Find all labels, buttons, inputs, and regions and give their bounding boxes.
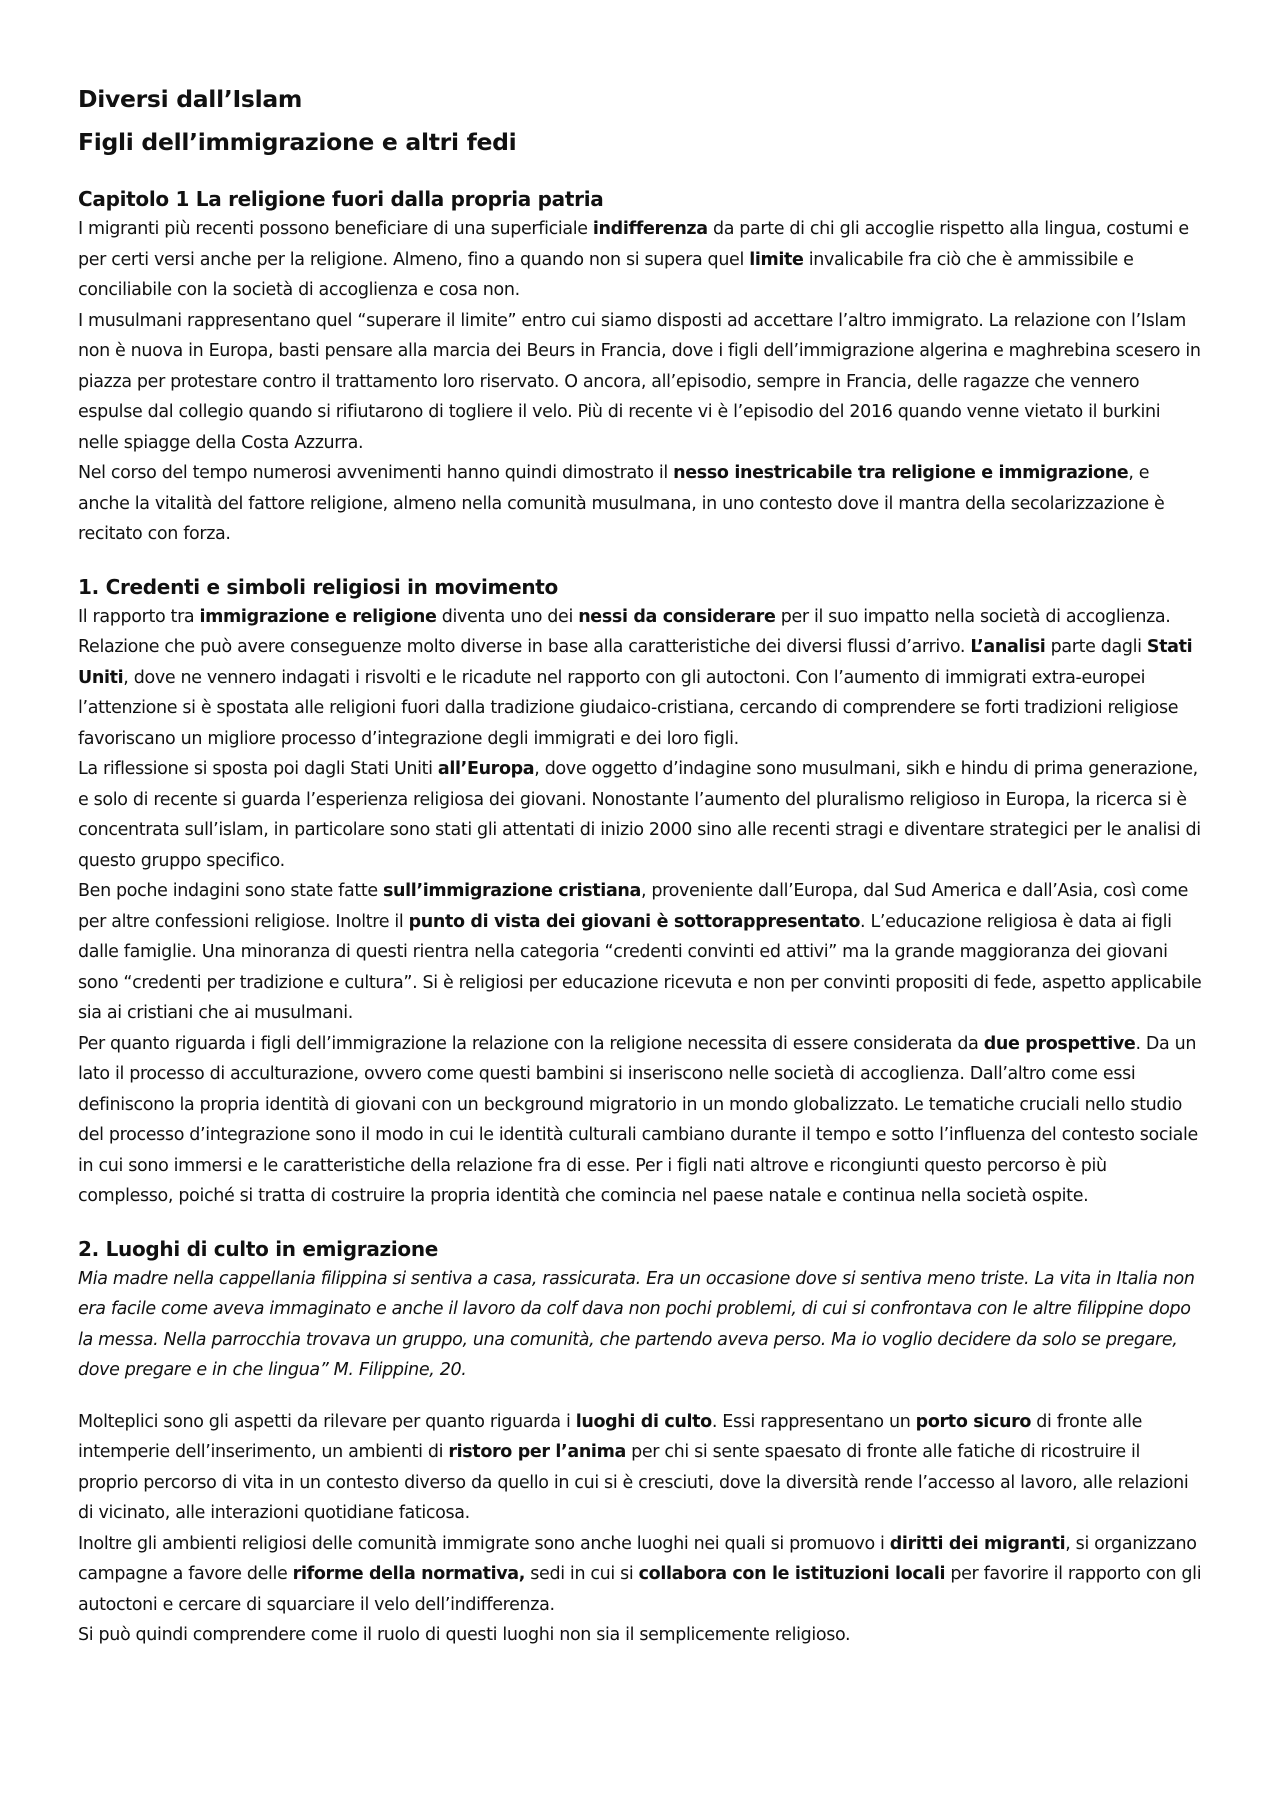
text-run: , e anche la vitalità del fattore religione, almeno nella comunità musulmana, in uno contesto dove il mantra della secolarizzazione è recitato con forza. [78, 463, 1165, 544]
bold-text-run: Stati Uniti [78, 637, 1193, 688]
text-run: Ben poche indagini sono state fatte [78, 881, 383, 901]
bold-text-run: nessi da considerare [578, 606, 776, 627]
section1-paragraph-3 [78, 876, 1202, 1029]
section2-paragraph-3 [78, 1620, 1202, 1651]
section1-paragraph-1 [78, 602, 1202, 755]
document-title-line2: Figli dell’immigrazione e altri fedi [78, 128, 517, 156]
bold-text-run: collabora con le istituzioni locali [638, 1564, 946, 1584]
bold-text-run: indifferenza [592, 219, 708, 239]
text-run: , dove oggetto d’indagine sono musulmani, sikh e hindu di prima generazione, e solo di recente si guarda l’esperienza religiosa dei giovani. Nonostante l’aumento del pluralismo religioso in Europa, la ricerca si è concentrata sull’islam, in particolare sono stati gli attentati di inizio 2000 sino alle recenti stragi e diventare strategici per le analisi di questo gruppo specifico. [78, 759, 1201, 871]
text-run: diventa uno dei [436, 606, 579, 627]
section2-paragraph-1 [78, 1407, 1202, 1529]
text-run: sedi in cui si [525, 1564, 639, 1584]
text-run: Per quanto riguarda i figli dell’immigrazione la relazione con la religione necessita di essere considerata da [78, 1033, 984, 1054]
text-run: Molteplici sono gli aspetti da rilevare per quanto riguarda i [78, 1411, 576, 1432]
bold-text-run: immigrazione e religione [199, 606, 437, 627]
text-run: Inoltre gli ambienti religiosi delle comunità immigrate sono anche luoghi nei quali si promuovo i [78, 1533, 890, 1554]
bold-text-run: due prospettive [983, 1033, 1136, 1054]
text-run: La riflessione si sposta poi dagli Stati Uniti [78, 759, 438, 779]
text-run: . Essi rappresentano un [711, 1411, 916, 1432]
bold-text-run: riforme della normativa, [292, 1564, 526, 1584]
document-title-line1: Diversi dall’Islam [78, 85, 303, 113]
text-run: Nel corso del tempo numerosi avvenimenti hanno quindi dimostrato il [78, 463, 674, 483]
bold-text-run: ristoro per l’anima [448, 1442, 626, 1462]
bold-text-run: limite [749, 249, 804, 270]
text-run: . Da un lato il processo di acculturazione, ovvero come questi bambini si inseriscono nelle società di accoglienza. Dall’altro come essi definiscono la propria identità di giovani con un beckground migratorio in un mondo globalizzato. Le tematiche cruciali nello studio del processo d’integrazione sono il modo in cui le identità culturali cambiano durante il tempo e sotto l’influenza del contesto sociale in cui sono immersi e le caratteristiche della relazione fra di esse. Per i figli nati altrove e ricongiunti questo percorso è più complesso, poiché si tratta di costruire la propria identità che comincia nel paese natale e continua nella società ospite. [78, 1033, 1198, 1206]
section2-quote: Mia madre nella cappellania filippina si sentiva a casa, rassicurata. Era un occasione dove si sentiva meno triste. La vita in Italia non era facile come aveva immaginato e anche il lavoro da colf dava non pochi problemi, di cui si confrontava con le altre filippine dopo la messa. Nella parrocchia trovava un gruppo, una comunità, che partendo aveva perso. Ma io voglio decidere da solo se pregare, dove pregare e in che lingua” M. Filippine, 20. [78, 1268, 1195, 1380]
bold-text-run: diritti dei migranti [889, 1533, 1066, 1554]
bold-text-run: luoghi di culto [575, 1411, 712, 1432]
text-run: per chi si sente spaesato di fronte alle fatiche di ricostruire il proprio percorso di vita in un contesto diverso da quello in cui si è cresciuti, dove la diversità rende l’accesso al lavoro, alle relazioni di vicinato, alle interazioni quotidiane faticosa. [78, 1442, 1189, 1523]
text-run: da parte di chi gli accoglie rispetto alla lingua, costumi e per certi versi anche per la religione. Almeno, fino a quando non si supera quel [78, 219, 1189, 270]
text-run: , proveniente dall’Europa, dal Sud America e dall’Asia, così come per altre confessioni religiose. Inoltre il [78, 881, 1188, 932]
text-run: invalicabile fra ciò che è ammissibile e conciliabile con la società di accoglienza e cosa non. [78, 249, 1134, 300]
section1-paragraph-2 [78, 754, 1202, 876]
bold-text-run: porto sicuro [915, 1411, 1032, 1432]
text-run: , si organizzano campagne a favore delle [78, 1533, 1197, 1584]
chapter1-paragraph-2 [78, 306, 1202, 459]
section2-paragraph-2 [78, 1529, 1202, 1621]
text-run: di fronte alle intemperie dell’inserimento, un ambienti di [78, 1411, 1143, 1462]
bold-text-run: nesso inestricabile tra religione e immigrazione [673, 463, 1129, 483]
bold-text-run: punto di vista dei giovani è sottorappresentato [408, 911, 861, 932]
text-run: I musulmani rappresentano quel “superare il limite” entro cui siamo disposti ad accettare l’altro immigrato. La relazione con l’Islam non è nuova in Europa, basti pensare alla marcia dei Beurs in Francia, dove i figli dell’immigrazione algerina e maghrebina scesero in piazza per protestare contro il trattamento loro riservato. O ancora, all’episodio, sempre in Francia, delle ragazze che vennero espulse dal collegio quando si rifiutarono di togliere il velo. Più di recente vi è l’episodio del 2016 quando venne vietato il burkini nelle spiagge della Costa Azzurra. [78, 310, 1201, 453]
bold-text-run: L’analisi [970, 637, 1046, 657]
bold-text-run: sull’immigrazione cristiana [382, 881, 641, 901]
text-run: Si può quindi comprendere come il ruolo di questi luoghi non sia il semplicemente religioso. [78, 1625, 851, 1645]
chapter1-paragraph-1 [78, 214, 1202, 306]
text-run: , dove ne vennero indagati i risvolti e le ricadute nel rapporto con gli autoctoni. Con l’aumento di immigrati extra-europei l’attenzione si è spostata alle religioni fuori dalla tradizione giudaico-cristiana, cercando di comprendere se forti tradizioni religiose favoriscano un migliore processo d’integrazione degli immigrati e dei loro figli. [78, 667, 1179, 749]
text-run: per favorire il rapporto con gli autoctoni e cercare di squarciare il velo dell’indifferenza. [78, 1564, 1202, 1615]
text-run: I migranti più recenti possono beneficiare di una superficiale [78, 219, 593, 239]
text-run: Il rapporto tra [78, 606, 200, 627]
section2-heading: 2. Luoghi di culto in emigrazione [78, 1236, 439, 1261]
text-run: per il suo impatto nella società di accoglienza. Relazione che può avere conseguenze molto diverse in base alla caratteristiche dei diversi flussi d’arrivo. [78, 606, 1171, 657]
bold-text-run: all’Europa [437, 759, 535, 779]
section1-paragraph-4 [78, 1029, 1202, 1212]
chapter1-paragraph-3 [78, 458, 1202, 550]
text-run: . L’educazione religiosa è data ai figli dalle famiglie. Una minoranza di questi rientra nella categoria “credenti convinti ed attivi” ma la grande maggioranza dei giovani sono “credenti per tradizione e cultura”. Si è religiosi per educazione ricevuta e non per convinti propositi di fede, aspetto applicabile sia ai cristiani che ai musulmani. [78, 911, 1202, 1023]
section1-heading: 1. Credenti e simboli religiosi in movimento [78, 574, 558, 599]
chapter1-heading: Capitolo 1 La religione fuori dalla propria patria [78, 187, 604, 211]
text-run: parte dagli [1045, 637, 1147, 657]
